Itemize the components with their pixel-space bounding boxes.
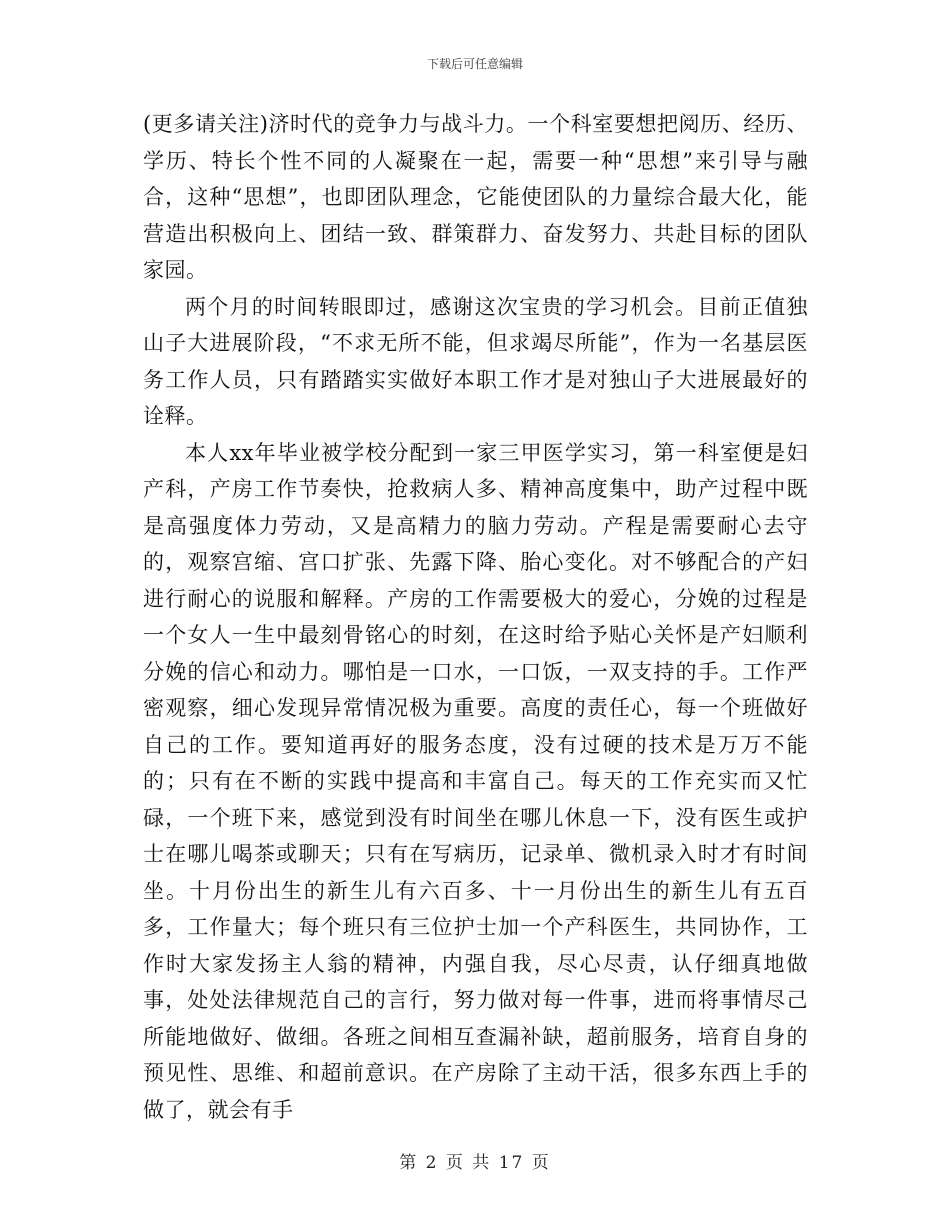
page-header-note: 下载后可任意编辑 [426, 57, 523, 71]
document-body [143, 106, 808, 1128]
paragraph-1: (更多请关注)济时代的竞争力与战斗力。一个科室要想把阅历、经历、学历、特长个性不同的人凝聚在一起，需要一种“思想”来引导与融合，这种“思想”，也即团队理念，它能使团队的力量综合最大化，能营造出积极向上、团结一致、群策群力、奋发努力、共赴目标的团队家园。 [143, 112, 808, 282]
paragraph-3: 本人xx年毕业被学校分配到一家三甲医学实习，第一科室便是妇产科，产房工作节奏快，抢救病人多、精神高度集中，助产过程中既是高强度体力劳动，又是高精力的脑力劳动。产程是需要耐心去守的，观察宫缩、宫口扩张、先露下降、胎心变化。对不够配合的产妇进行耐心的说服和解释。产房的工作需要极大的爱心，分娩的过程是一个女人一生中最刻骨铭心的时刻，在这时给予贴心关怀是产妇顺利分娩的信心和动力。哪怕是一口水，一口饭，一双支持的手。工作严密观察，细心发现异常情况极为重要。高度的责任心，每一个班做好自己的工作。要知道再好的服务态度，没有过硬的技术是万万不能的；只有在不断的实践中提高和丰富自己。每天的工作充实而又忙碌，一个班下来，感觉到没有时间坐在哪儿休息一下，没有医生或护士在哪儿喝茶或聊天；只有在写病历，记录单、微机录入时才有时间坐。十月份出生的新生儿有六百多、十一月份出生的新生儿有五百多，工作量大；每个班只有三位护士加一个产科医生，共同协作，工作时大家发扬主人翁的精神，内强自我，尽心尽责，认仔细真地做事，处处法律规范自己的言行，努力做对每一件事，进而将事情尽己所能地做好、做细。各班之间相互查漏补缺，超前服务，培育自身的预见性、思维、和超前意识。在产房除了主动干活，很多东西上手的做了，就会有手 [143, 440, 808, 1122]
paragraph-2: 两个月的时间转眼即过，感谢这次宝贵的学习机会。目前正值独山子大进展阶段，“不求无所不能，但求竭尽所能”，作为一名基层医务工作人员，只有踏踏实实做好本职工作才是对独山子大进展最好的诠释。 [143, 294, 808, 428]
page-number-footer: 第 2 页 共 17 页 [399, 1153, 551, 1173]
